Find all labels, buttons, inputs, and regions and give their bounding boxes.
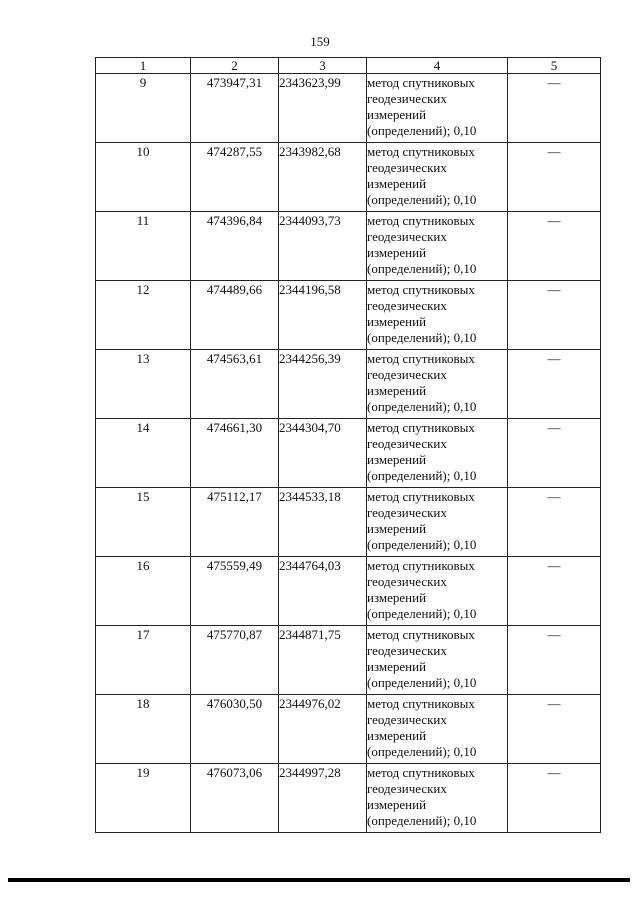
y-coordinate-cell: 2343623,99 [279,74,367,143]
method-line: измерений [367,659,427,674]
point-number-cell: 12 [96,281,191,350]
method-line: измерений [367,383,427,398]
method-line: (определений); 0,10 [367,813,477,828]
x-coordinate-cell: 475559,49 [191,557,279,626]
point-number-cell: 11 [96,212,191,281]
point-number-cell: 13 [96,350,191,419]
method-cell [367,143,508,212]
page-number: 159 [310,34,330,49]
header-col-3: 3 [279,58,367,74]
table-row [96,419,601,488]
point-number-cell: 19 [96,764,191,833]
method-line: метод спутниковых [367,75,475,90]
header-col-4: 4 [367,58,508,74]
description-cell: — [508,557,601,626]
method-line: (определений); 0,10 [367,675,477,690]
point-number-cell: 15 [96,488,191,557]
method-line: метод спутниковых [367,696,475,711]
x-coordinate-cell: 476030,50 [191,695,279,764]
description-cell: — [508,281,601,350]
method-line: (определений); 0,10 [367,261,477,276]
method-cell [367,74,508,143]
x-coordinate-cell: 475770,87 [191,626,279,695]
description-cell: — [508,695,601,764]
method-cell [367,281,508,350]
table-row [96,143,601,212]
y-coordinate-cell: 2344997,28 [279,764,367,833]
coordinates-table [95,57,601,833]
method-line: геодезических [367,712,447,727]
method-line: метод спутниковых [367,627,475,642]
bottom-rule [8,878,630,882]
method-cell [367,212,508,281]
method-line: геодезических [367,298,447,313]
method-line: геодезических [367,436,447,451]
method-line: метод спутниковых [367,351,475,366]
x-coordinate-cell: 474489,66 [191,281,279,350]
method-line: (определений); 0,10 [367,192,477,207]
y-coordinate-cell: 2344533,18 [279,488,367,557]
point-number-cell: 10 [96,143,191,212]
table-row [96,350,601,419]
x-coordinate-cell: 475112,17 [191,488,279,557]
method-cell [367,626,508,695]
method-line: измерений [367,452,427,467]
method-line: измерений [367,797,427,812]
table-row [96,281,601,350]
y-coordinate-cell: 2344976,02 [279,695,367,764]
method-line: метод спутниковых [367,765,475,780]
method-cell [367,695,508,764]
method-line: измерений [367,521,427,536]
method-line: геодезических [367,91,447,106]
method-cell [367,350,508,419]
y-coordinate-cell: 2344764,03 [279,557,367,626]
method-line: геодезических [367,229,447,244]
description-cell: — [508,74,601,143]
method-line: геодезических [367,505,447,520]
method-line: (определений); 0,10 [367,468,477,483]
method-cell [367,488,508,557]
method-line: (определений); 0,10 [367,744,477,759]
method-cell [367,764,508,833]
table-header-row [96,58,601,74]
y-coordinate-cell: 2344304,70 [279,419,367,488]
y-coordinate-cell: 2344196,58 [279,281,367,350]
method-line: измерений [367,245,427,260]
table-row [96,695,601,764]
y-coordinate-cell: 2344871,75 [279,626,367,695]
point-number-cell: 18 [96,695,191,764]
description-cell: — [508,212,601,281]
method-line: (определений); 0,10 [367,330,477,345]
method-line: (определений); 0,10 [367,399,477,414]
method-line: метод спутниковых [367,558,475,573]
method-line: измерений [367,176,427,191]
method-line: метод спутниковых [367,282,475,297]
description-cell: — [508,350,601,419]
table-body [96,74,601,833]
method-line: метод спутниковых [367,144,475,159]
method-cell [367,557,508,626]
description-cell: — [508,488,601,557]
table-row [96,764,601,833]
x-coordinate-cell: 474396,84 [191,212,279,281]
y-coordinate-cell: 2343982,68 [279,143,367,212]
header-col-2: 2 [191,58,279,74]
point-number-cell: 9 [96,74,191,143]
method-line: измерений [367,590,427,605]
method-line: измерений [367,728,427,743]
table-row [96,626,601,695]
method-line: измерений [367,314,427,329]
description-cell: — [508,419,601,488]
point-number-cell: 16 [96,557,191,626]
x-coordinate-cell: 473947,31 [191,74,279,143]
header-col-1: 1 [96,58,191,74]
method-line: геодезических [367,367,447,382]
y-coordinate-cell: 2344256,39 [279,350,367,419]
method-line: (определений); 0,10 [367,537,477,552]
method-line: геодезических [367,160,447,175]
method-line: метод спутниковых [367,213,475,228]
method-line: геодезических [367,574,447,589]
method-line: метод спутниковых [367,489,475,504]
table-row [96,74,601,143]
method-line: метод спутниковых [367,420,475,435]
table-row [96,212,601,281]
method-line: (определений); 0,10 [367,606,477,621]
description-cell: — [508,764,601,833]
description-cell: — [508,626,601,695]
table-row [96,557,601,626]
x-coordinate-cell: 476073,06 [191,764,279,833]
y-coordinate-cell: 2344093,73 [279,212,367,281]
method-line: измерений [367,107,427,122]
table-row [96,488,601,557]
point-number-cell: 14 [96,419,191,488]
header-col-5: 5 [508,58,601,74]
method-line: (определений); 0,10 [367,123,477,138]
method-cell [367,419,508,488]
x-coordinate-cell: 474563,61 [191,350,279,419]
x-coordinate-cell: 474661,30 [191,419,279,488]
method-line: геодезических [367,781,447,796]
x-coordinate-cell: 474287,55 [191,143,279,212]
point-number-cell: 17 [96,626,191,695]
description-cell: — [508,143,601,212]
method-line: геодезических [367,643,447,658]
